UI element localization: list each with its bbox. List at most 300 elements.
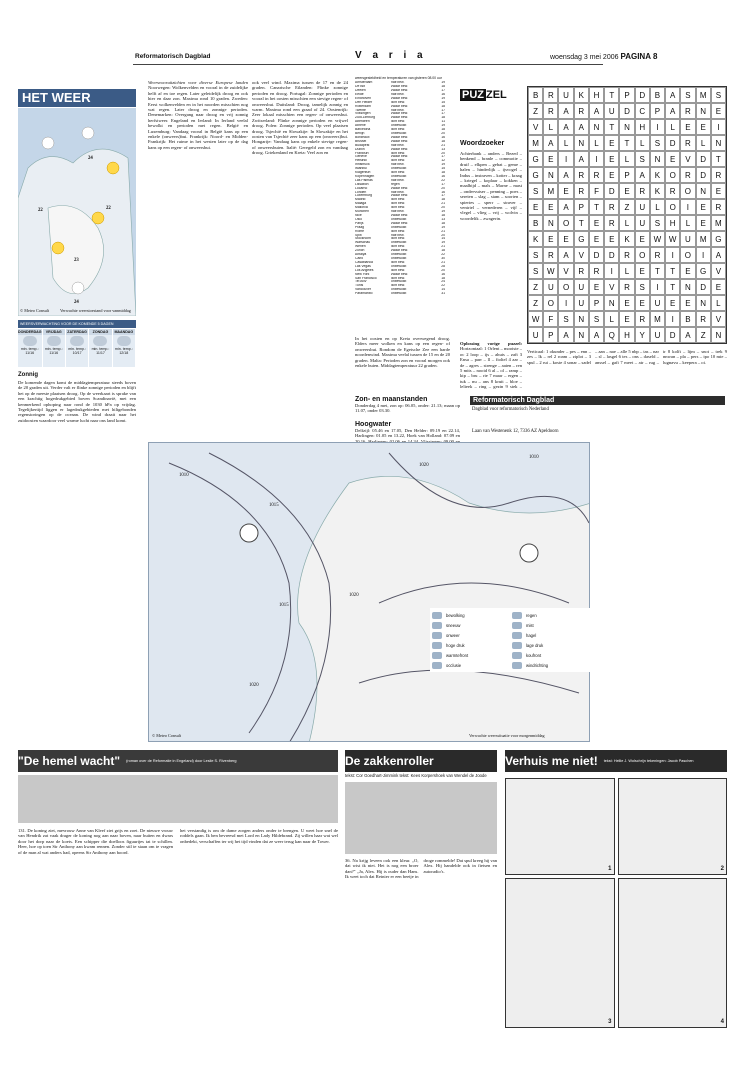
grid-cell: R	[543, 247, 558, 263]
legend-label: hoge druk	[446, 642, 465, 648]
grid-cell: P	[619, 87, 634, 103]
grid-cell: S	[589, 311, 604, 327]
city-cell: Casablanca	[355, 260, 373, 264]
forecast-text: min. temp.: 11/16	[20, 347, 39, 355]
grid-cell: E	[604, 231, 619, 247]
grid-cell: E	[635, 263, 650, 279]
grid-cell: U	[650, 327, 665, 343]
grid-cell: A	[558, 167, 573, 183]
grid-cell: K	[650, 167, 665, 183]
grid-cell: P	[574, 199, 589, 215]
city-cell: Eelde	[355, 92, 364, 96]
condition-cell: half bew.	[391, 108, 405, 112]
grid-cell: A	[574, 151, 589, 167]
grid-cell: A	[558, 247, 573, 263]
grid-cell: D	[696, 279, 711, 295]
city-cell: Warschau	[355, 241, 371, 245]
grid-cell: W	[543, 263, 558, 279]
condition-cell: onbewolkt	[391, 124, 407, 128]
condition-cell: onbewolkt	[391, 264, 407, 268]
grid-cell: H	[665, 215, 680, 231]
comic-title: De zakkenroller	[345, 754, 434, 768]
grid-cell: U	[680, 231, 695, 247]
city-cell: Mallorca	[355, 206, 368, 210]
grid-cell: K	[619, 231, 634, 247]
grid-cell: R	[574, 183, 589, 199]
grid-cell: O	[635, 247, 650, 263]
grid-cell: E	[604, 135, 619, 151]
condition-cell: onbewolkt	[391, 167, 407, 171]
temp-cell: 28	[441, 264, 445, 268]
grid-cell: Z	[696, 327, 711, 343]
condition-cell: half bew.	[391, 233, 405, 237]
city-cell: Athene	[355, 124, 366, 128]
city-cell: Las Palmas	[355, 178, 373, 182]
cloud-icon	[70, 336, 84, 346]
temp-cell: 22	[441, 284, 445, 288]
grid-cell: S	[528, 247, 543, 263]
legend-swatch-icon	[512, 652, 522, 659]
grid-cell: N	[574, 135, 589, 151]
city-cell: Bordeaux	[355, 135, 370, 139]
condition-cell: half bew.	[391, 143, 405, 147]
temp-cell: 21	[441, 143, 445, 147]
forecast-day	[43, 329, 66, 367]
grid-cell: M	[650, 311, 665, 327]
city-cell: Tel Aviv	[355, 280, 367, 284]
grid-cell: T	[665, 263, 680, 279]
grid-cell: R	[619, 279, 634, 295]
grid-cell: W	[650, 231, 665, 247]
grid-cell: A	[558, 199, 573, 215]
city-cell: Londen	[355, 190, 367, 194]
cartoon-strip	[505, 778, 727, 1028]
grid-cell: Z	[528, 295, 543, 311]
grid-cell: A	[543, 135, 558, 151]
grid-cell: R	[543, 103, 558, 119]
grid-cell: C	[635, 103, 650, 119]
grid-cell: D	[635, 87, 650, 103]
cartoon-panel	[618, 778, 728, 875]
grid-cell: L	[543, 119, 558, 135]
condition-cell: onbewolkt	[391, 225, 407, 229]
condition-cell: licht bew.	[391, 202, 405, 206]
forecast-day	[18, 329, 43, 367]
grid-cell: S	[528, 263, 543, 279]
city-cell: Budapest	[355, 143, 370, 147]
puzzle-title: Woordzoeker	[460, 140, 505, 147]
grid-cell: N	[589, 119, 604, 135]
temp-cell: 21	[441, 229, 445, 233]
map-legend	[430, 608, 590, 672]
grid-cell: I	[696, 247, 711, 263]
grid-cell: K	[528, 231, 543, 247]
city-cell: Vlissingen	[355, 112, 371, 116]
grid-cell: H	[635, 119, 650, 135]
grid-cell: E	[665, 295, 680, 311]
cloud-icon	[117, 336, 131, 346]
grid-cell: O	[558, 279, 573, 295]
grid-cell: E	[635, 231, 650, 247]
grid-cell: T	[589, 199, 604, 215]
condition-cell: onbewolkt	[391, 174, 407, 178]
legend-item	[512, 620, 588, 630]
grid-cell: M	[528, 135, 543, 151]
grid-cell: K	[650, 183, 665, 199]
grid-cell: U	[543, 279, 558, 295]
word-search-grid	[527, 86, 727, 344]
serial-header	[18, 750, 338, 772]
grid-cell: S	[528, 183, 543, 199]
word-list: Achterbank – anders – Bezed – benkend – branle – commotie – druif – elkpen – gebat – geme – halen – hinderlijk – ijsvogel – Indus – instraven – kotter – kraag – kriegel – koplaar – kokken – maalbijd – mals – Marne – mast – ondervuiser – penning – poes – sereien – slag – stam – soorten – spiertes – sperr – straver – ventriel – vernederen – vijf – vlegel – vlieg – vrij – wolvin – woordelik – zwagerin.	[460, 151, 522, 221]
grid-cell: R	[665, 183, 680, 199]
grid-cell: F	[543, 311, 558, 327]
temp-cell: 15	[441, 100, 445, 104]
temp-cell: 14	[441, 237, 445, 241]
table-header: weersgesteldheid en temperaturen van gisteren 08.00 uur	[355, 76, 442, 80]
map-temp: 24	[74, 300, 79, 305]
panel-number: 4	[720, 1019, 724, 1025]
grid-cell: S	[680, 87, 695, 103]
condition-cell: zwaar bew.	[391, 155, 408, 159]
grid-cell: M	[711, 215, 726, 231]
city-cell: München	[355, 210, 369, 214]
city-cell: Dublin	[355, 147, 365, 151]
grid-cell: S	[635, 151, 650, 167]
cartoon-panel	[505, 778, 615, 875]
city-cell: Innsbruck	[355, 163, 370, 167]
condition-cell: licht bew.	[391, 229, 405, 233]
isobar-label: 1010	[179, 473, 189, 478]
grid-cell: D	[589, 247, 604, 263]
legend-label: hagel	[526, 632, 537, 638]
grid-cell: T	[574, 215, 589, 231]
condition-cell: licht bew.	[391, 120, 405, 124]
condition-cell: licht bew.	[391, 284, 405, 288]
grid-cell: G	[528, 151, 543, 167]
grid-cell: E	[619, 311, 634, 327]
temp-cell: 20	[441, 131, 445, 135]
grid-cell: S	[635, 279, 650, 295]
temp-cell: 17	[441, 89, 445, 93]
grid-cell: P	[543, 327, 558, 343]
grid-cell: V	[680, 151, 695, 167]
isobar-label: 1015	[279, 603, 289, 608]
grid-cell: N	[619, 119, 634, 135]
grid-cell: E	[711, 103, 726, 119]
legend-label: windrichting	[526, 662, 549, 668]
legend-swatch-icon	[432, 622, 442, 629]
city-cell: Genève	[355, 155, 367, 159]
grid-cell: N	[696, 295, 711, 311]
condition-cell: licht bew.	[391, 206, 405, 210]
temp-cell: 13	[441, 217, 445, 221]
page-info	[550, 52, 657, 61]
grid-cell: I	[650, 119, 665, 135]
strip-title: Verhuis me niet!	[505, 754, 598, 768]
city-cell: Den Helder	[355, 100, 373, 104]
forecast-text: min. temp.: 12/18	[114, 347, 133, 355]
page-label: PAGINA	[620, 52, 651, 61]
condition-cell: licht bew.	[391, 268, 405, 272]
city-cell: Rome	[355, 229, 365, 233]
legend-swatch-icon	[512, 632, 522, 639]
grid-cell: O	[680, 183, 695, 199]
temp-cell: 14	[441, 288, 445, 292]
tide-title: Hoogwater	[355, 421, 392, 428]
sun-moon-title: Zon- en maanstanden	[355, 396, 428, 403]
grid-cell: L	[665, 119, 680, 135]
grid-cell: Z	[619, 199, 634, 215]
grid-cell: R	[543, 87, 558, 103]
condition-cell: onbewolkt	[391, 217, 407, 221]
grid-cell: N	[650, 151, 665, 167]
temp-cell: 19	[441, 241, 445, 245]
temp-cell: 20	[441, 233, 445, 237]
city-cell: Oslo	[355, 217, 362, 221]
grid-cell: A	[558, 327, 573, 343]
temp-cell: 19	[441, 225, 445, 229]
city-cell: Madrid	[355, 198, 366, 202]
grid-cell: T	[619, 135, 634, 151]
map-caption: Verwachte weerstoestand voor vanmiddag	[60, 308, 131, 313]
colophon-line: Laan van Westenenk 12, 7336 AZ Apeldoorn	[472, 428, 559, 434]
city-cell: Eindhoven	[355, 96, 372, 100]
temp-cell: 18	[441, 139, 445, 143]
temp-cell: 18	[441, 214, 445, 218]
grid-cell: E	[604, 167, 619, 183]
legend-label: lage druk	[526, 642, 544, 648]
grid-cell: I	[680, 199, 695, 215]
serial-title: "De hemel wacht"	[18, 754, 121, 768]
grid-cell: E	[589, 279, 604, 295]
puzzle-logo	[460, 89, 520, 103]
legend-label: mist	[526, 622, 534, 628]
grid-cell: N	[696, 103, 711, 119]
grid-cell: T	[604, 87, 619, 103]
grid-cell: E	[696, 119, 711, 135]
grid-cell: G	[711, 231, 726, 247]
grid-cell: E	[665, 151, 680, 167]
grid-cell: Y	[635, 327, 650, 343]
serial-text-cont: het verstandig is om de dame zorgen anders onder te brengen. U weet hoe snel de roddels gaan. Ik ben bevreesd met Lord en Lady Hildebrand. Zij willen haar wat wel onbedekt, verschaffen ter wij het tijd vinden dat ze weer terug kan naar de Tower.	[180, 828, 338, 844]
temp-cell: 19	[441, 210, 445, 214]
grid-cell: U	[574, 279, 589, 295]
temp-cell: 16	[441, 272, 445, 276]
condition-cell: licht bew.	[391, 198, 405, 202]
grid-cell: R	[680, 103, 695, 119]
europe-map-icon	[18, 108, 136, 316]
grid-cell: D	[696, 151, 711, 167]
grid-cell: R	[574, 263, 589, 279]
grid-cell: A	[665, 103, 680, 119]
grid-cell: V	[558, 263, 573, 279]
city-cell: Parijs	[355, 221, 364, 225]
grid-cell: E	[589, 215, 604, 231]
grid-cell: U	[635, 199, 650, 215]
isobar-label: 1020	[349, 593, 359, 598]
grid-cell: N	[711, 135, 726, 151]
grid-cell: W	[665, 231, 680, 247]
grid-cell: D	[604, 247, 619, 263]
city-cell: Los Angeles	[355, 268, 374, 272]
grid-cell: V	[528, 119, 543, 135]
panel-number: 1	[608, 865, 612, 872]
city-cell: Barcelona	[355, 128, 371, 132]
temp-cell: 18	[441, 171, 445, 175]
grid-cell: E	[711, 279, 726, 295]
grid-cell: O	[665, 167, 680, 183]
grid-cell: I	[558, 295, 573, 311]
grid-cell: R	[619, 247, 634, 263]
date: woensdag 3 mei 2006	[550, 54, 619, 61]
prev-solution	[460, 341, 522, 391]
temp-cell: 20	[441, 186, 445, 190]
grid-cell: E	[680, 119, 695, 135]
grid-cell: S	[650, 135, 665, 151]
temp-cell: 19	[441, 163, 445, 167]
city-cell: San Francisco	[355, 276, 377, 280]
grid-cell: B	[528, 87, 543, 103]
condition-cell: onbewolkt	[391, 131, 407, 135]
section-title: V a r i a	[355, 50, 427, 61]
section-heading: Zonnig	[18, 372, 38, 378]
grid-cell: N	[680, 279, 695, 295]
serial-text: 131. De koning ziet, mevrouw Anne van Kleef ziet grijs en zoet. De nieuwe vrouw van Hendrik zat vaak drager de koning nog aan naar boven, naar buiten en dwars door het dorp naar de koets. Een schipper die doelloos figuurtjes tat te schillen. Heer, hoe op toen Sir Anthony aan kwam rennen. Zonder stil te staan om te vragen of de man al wat anders had, opeens Sir Anthony aan boord.	[18, 828, 173, 855]
sun-moon-text: Donderdag 4 mei, zon op: 06.05, onder: 21.13; maan op 11.07, onder 03.30.	[355, 403, 460, 414]
legend-item	[432, 620, 508, 630]
temp-cell: 18	[441, 104, 445, 108]
grid-cell: O	[665, 199, 680, 215]
city-cell: Frankfurt	[355, 151, 369, 155]
grid-cell: M	[696, 231, 711, 247]
city-cell: Malaga	[355, 202, 367, 206]
map-temp: 22	[38, 208, 43, 213]
newspaper-name: Reformatorisch Dagblad	[135, 53, 211, 60]
grid-cell: W	[528, 311, 543, 327]
condition-cell: half bew.	[391, 92, 405, 96]
strip-header	[505, 750, 727, 772]
grid-cell: E	[696, 215, 711, 231]
grid-cell: N	[711, 327, 726, 343]
condition-cell: zwaar bew.	[391, 221, 408, 225]
temp-cell: 18	[441, 198, 445, 202]
grid-cell: R	[711, 199, 726, 215]
temp-cell: 17	[441, 108, 445, 112]
city-cell: Twente	[355, 108, 366, 112]
city-cell: Kopenhagen	[355, 174, 375, 178]
grid-cell: S	[711, 87, 726, 103]
city-cell: Split	[355, 233, 362, 237]
legend-swatch-icon	[432, 632, 442, 639]
legend-label: koufront	[526, 652, 542, 658]
grid-cell: E	[696, 199, 711, 215]
temp-cell: 17	[441, 155, 445, 159]
map-credit: © Meteo Consult	[20, 308, 50, 313]
temp-cell: 20	[441, 268, 445, 272]
grid-cell: H	[619, 327, 634, 343]
condition-cell: licht bew.	[391, 159, 405, 163]
grid-cell: D	[604, 183, 619, 199]
legend-item	[432, 650, 508, 660]
city-cell: Rotterdam	[355, 104, 371, 108]
city-cell: Amsterdam	[355, 81, 373, 85]
legend-item	[432, 610, 508, 620]
grid-cell: N	[696, 183, 711, 199]
city-cell: Zürich	[355, 249, 365, 253]
grid-cell: U	[650, 295, 665, 311]
legend-item	[432, 640, 508, 650]
prev-solution-vertical: Verticaal: 1 okunder – pes – enn – zes – lk – rel 2 roam – ziplot – 3 spul – 2 rui – koste 4 sonar – sadel – aan – nae – alle 5 nbp – tas – nar – sl – lasgel 6 tes – ons – daseld – anssel – gafi 7 meet – atr – rug – ir 8 kolft – lijm – snot – trek 9 nnwan – pla – pers – ipo 10 mie – lugnavu – keepera – oi.	[527, 349, 727, 365]
grid-cell: L	[619, 151, 634, 167]
temp-cell: 18	[441, 128, 445, 132]
grid-cell: O	[558, 215, 573, 231]
city-cell: Lissabon	[355, 182, 369, 186]
grid-cell: I	[604, 263, 619, 279]
condition-cell: onbewolkt	[391, 288, 407, 292]
map2-caption: Verwachte weerssituatie voor morgenmiddag	[469, 733, 545, 738]
grid-cell: L	[558, 135, 573, 151]
temp-cell: 19	[441, 81, 445, 85]
temp-cell: 16	[441, 135, 445, 139]
comic-credits: tekst: Cor Goedhart-Jimmink tekst: Kees Korpershoek van Wendel de Joode	[345, 773, 487, 778]
city-cell: Locarno	[355, 186, 368, 190]
grid-cell: T	[665, 279, 680, 295]
grid-cell: E	[543, 231, 558, 247]
condition-cell: zwaar bew.	[391, 147, 408, 151]
city-cell: Zuid-Limburg	[355, 116, 375, 120]
grid-cell: F	[589, 183, 604, 199]
panel-number: 2	[720, 865, 724, 872]
grid-cell: D	[665, 135, 680, 151]
grid-cell: R	[604, 199, 619, 215]
grid-cell: I	[589, 151, 604, 167]
cloud-icon	[47, 336, 61, 346]
forecast-day	[66, 329, 89, 367]
condition-cell: onbewolkt	[391, 253, 407, 257]
grid-cell: B	[528, 215, 543, 231]
grid-cell: E	[680, 295, 695, 311]
legend-item	[432, 630, 508, 640]
legend-label: onweer	[446, 632, 460, 638]
grid-cell: L	[619, 215, 634, 231]
condition-cell: licht bew.	[391, 237, 405, 241]
city-cell: Praag	[355, 225, 365, 229]
legend-swatch-icon	[512, 622, 522, 629]
grid-cell: U	[604, 103, 619, 119]
weather-map-today	[18, 108, 136, 316]
temp-cell: 17	[441, 112, 445, 116]
grid-cell: N	[574, 311, 589, 327]
grid-cell: O	[543, 295, 558, 311]
grid-cell: M	[696, 87, 711, 103]
europe-forecast-cont: ook veel wind. Maxima tussen de 17 en de 24 graden. Canarische Eilanden: Flinke zonnige perioden en droog. Portugal: Zonnige perioden en vooral in het oosten misschien een stevige regen- of onweersbui. Duitsland: Droog, tamelijk zonnig en warm. Maxima rond een graad of 24. Oostenrijk: Zeer lokaal misschien een regen- of onweersbui. Zwitserland: Flinke zonnige perioden en vrijwel droog. Polen: Zonnige perioden. Op veel plaatsen droog. Tsjechië en Slowakije: In Slowakije en het oosten van Tsjechië zeer kans op een (onweers)bui. Hongarije: Vandaag kans op enkele stevige regen- of onweersbuien. Italië: Geregeld zon en vandaag droog. Griekenland en Kreta: Veel zon en	[252, 80, 348, 156]
legend-item	[512, 630, 588, 640]
condition-cell: half bew.	[391, 178, 405, 182]
grid-cell: E	[543, 151, 558, 167]
legend-item	[512, 640, 588, 650]
header-rule	[133, 64, 603, 65]
condition-cell: licht bew.	[391, 128, 405, 132]
forecast-day	[113, 329, 136, 367]
grid-cell: L	[619, 263, 634, 279]
grid-cell: V	[604, 279, 619, 295]
city-cell: Cairo	[355, 256, 364, 260]
grid-cell: R	[574, 103, 589, 119]
grid-cell: Z	[528, 103, 543, 119]
temp-cell: 21	[441, 202, 445, 206]
temp-cell: 22	[441, 253, 445, 257]
